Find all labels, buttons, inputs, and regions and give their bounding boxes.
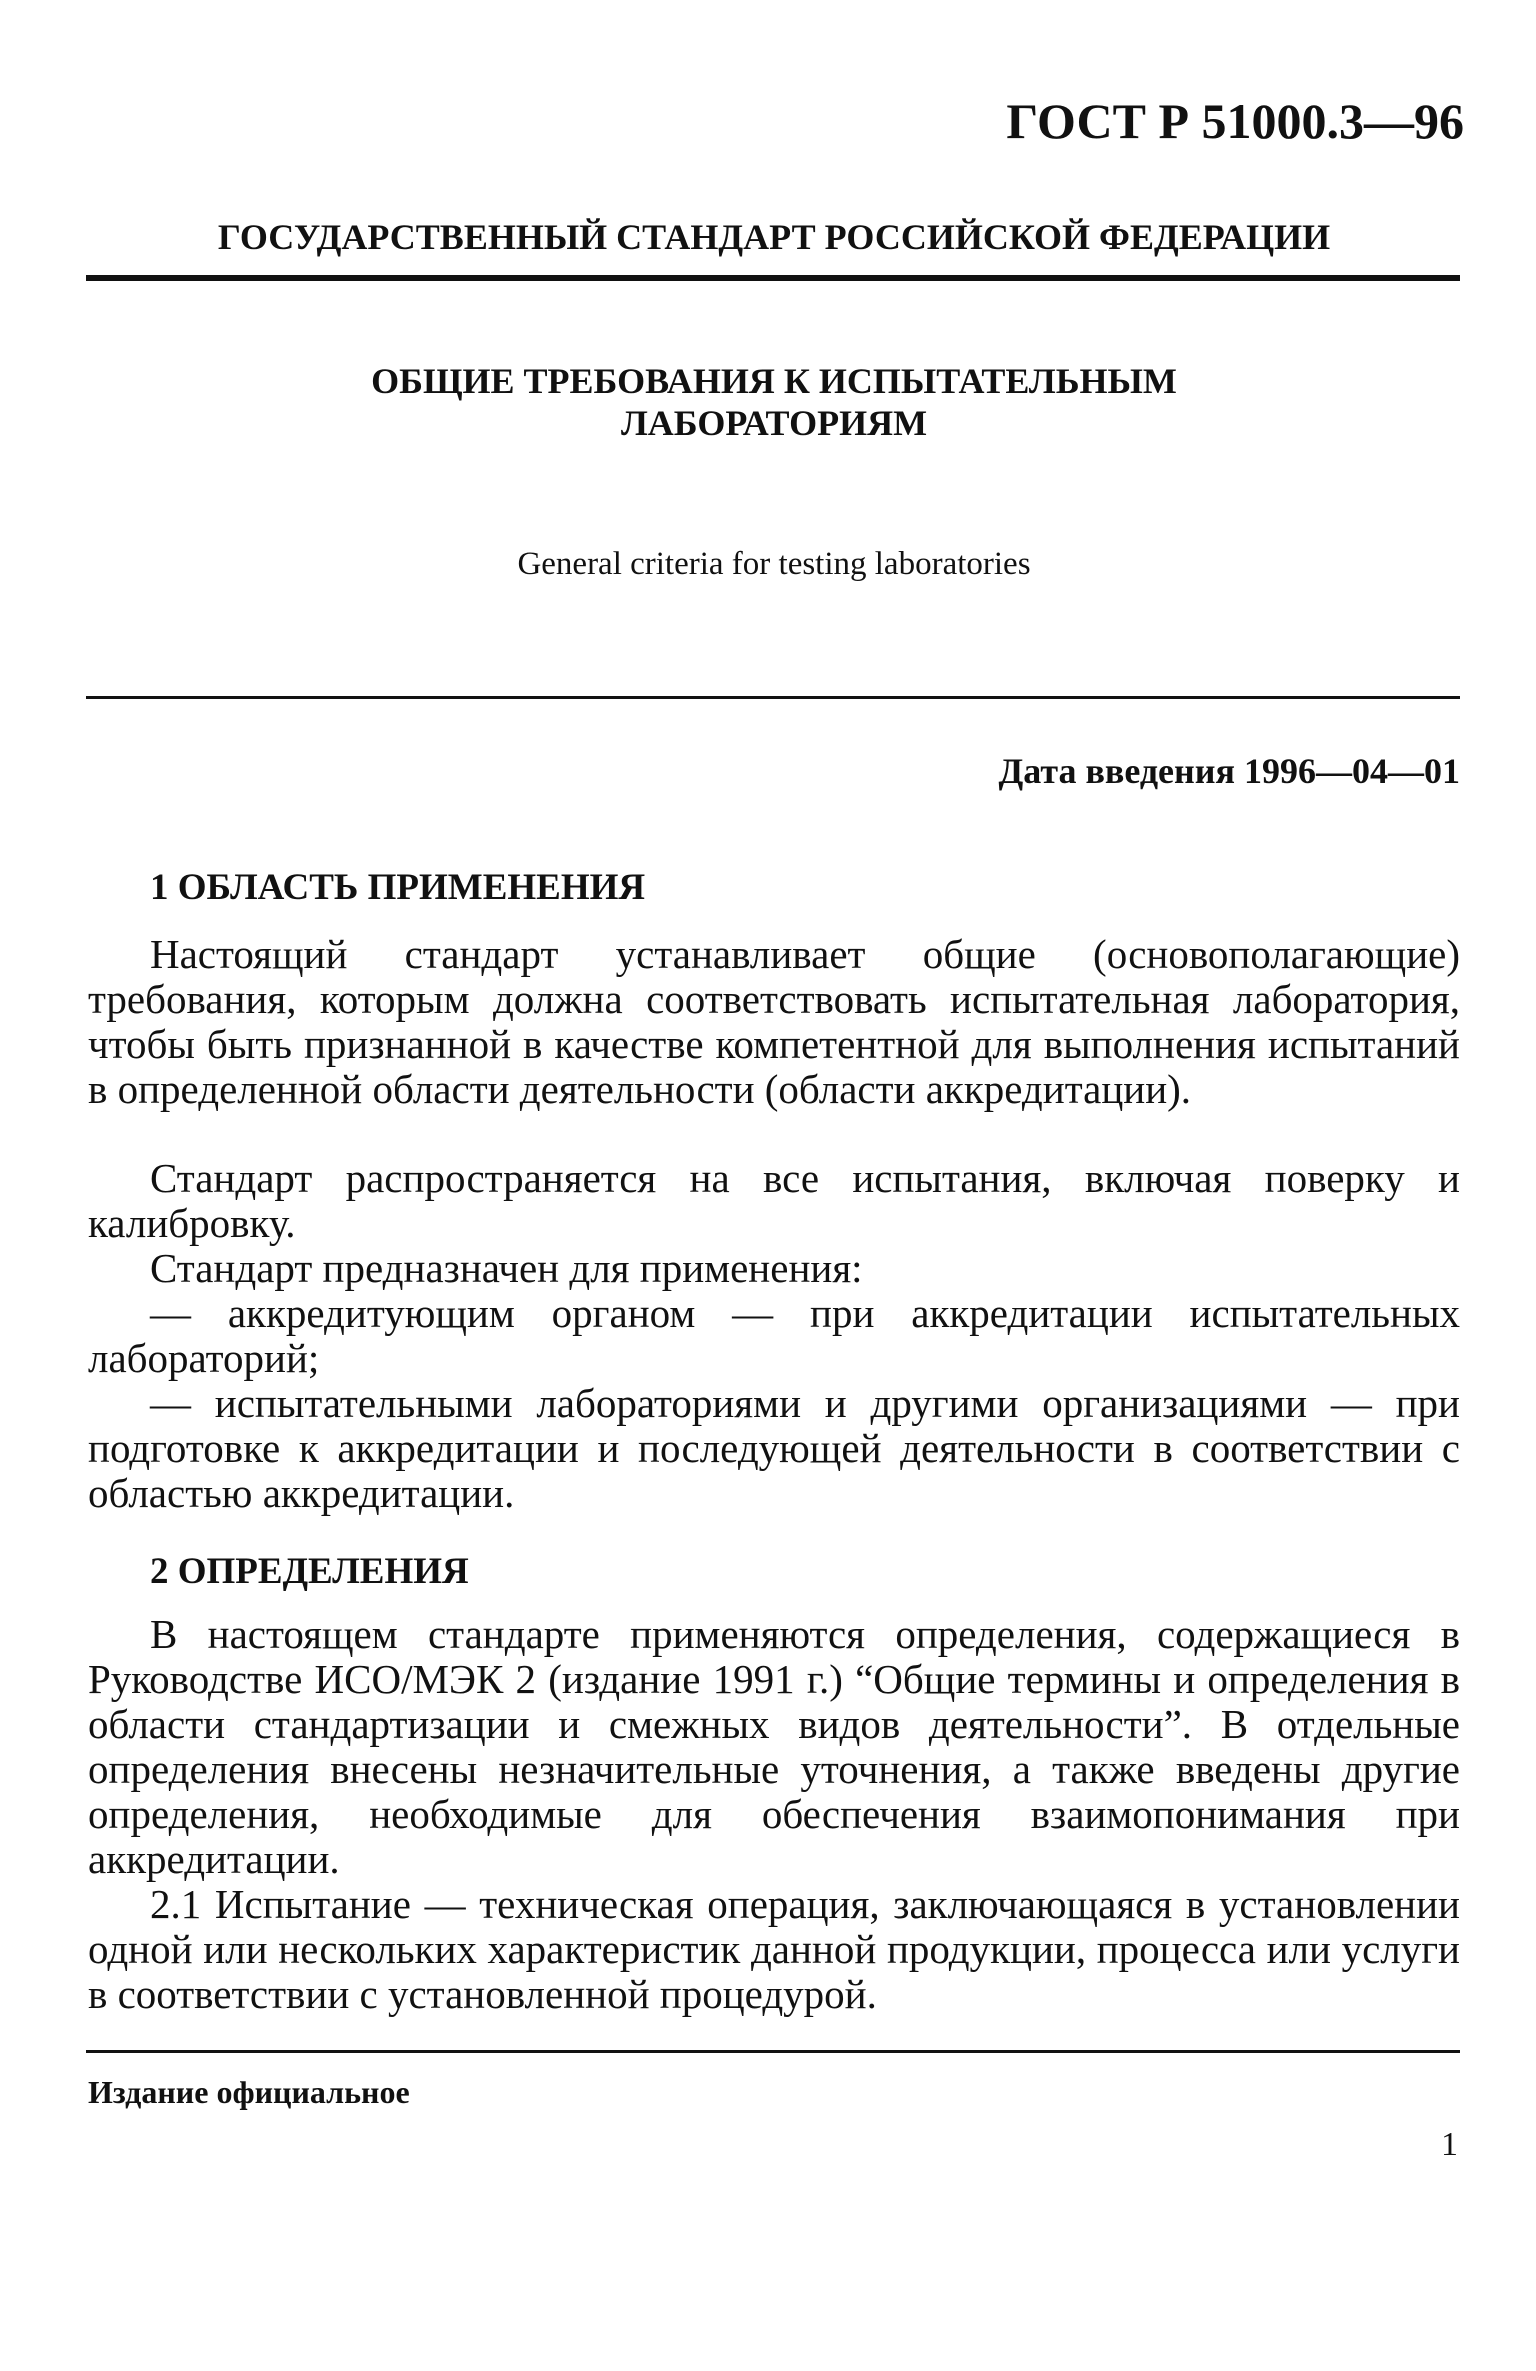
section-2-heading: 2 ОПРЕДЕЛЕНИЯ — [150, 1551, 469, 1592]
standard-authority: ГОСУДАРСТВЕННЫЙ СТАНДАРТ РОССИЙСКОЙ ФЕДЕРАЦИИ — [217, 217, 1331, 257]
footer-divider — [86, 2050, 1460, 2053]
document-title — [88, 360, 1460, 444]
section-2-paragraph-2: 2.1 Испытание — техническая операция, заключающаяся в установлении одной или нескольких характеристик данной продукции, процесса или услуги в соответствии с установленной процедурой. — [88, 1881, 1460, 2017]
section-1-paragraph-5: — испытательными лабораториями и другими организациями — при подготовке к аккредитации и последующей деятельности в соответствии с областью аккредитации. — [88, 1380, 1460, 1516]
title-line-1: ОБЩИЕ ТРЕБОВАНИЯ К ИСПЫТАТЕЛЬНЫМ — [371, 361, 1177, 401]
section-2-paragraph-1: В настоящем стандарте применяются определения, содержащиеся в Руководстве ИСО/МЭК 2 (издание 1991 г.) “Общие термины и определения в области стандартизации и смежных видов деятельности”. В отдельные определения внесены незначительные уточнения, а также введены другие определения, необходимые для обеспечения взаимопонимания при аккредитации. — [88, 1611, 1460, 1882]
page-number: 1 — [1441, 2126, 1458, 2163]
header-divider — [86, 275, 1460, 281]
edition-label: Издание официальное — [88, 2074, 410, 2110]
section-1-paragraph-4: — аккредитующим органом — при аккредитации испытательных лабораторий; — [88, 1290, 1460, 1381]
title-line-2: ЛАБОРАТОРИЯМ — [620, 403, 928, 443]
section-1-heading: 1 ОБЛАСТЬ ПРИМЕНЕНИЯ — [150, 867, 646, 908]
section-1-paragraph-2: Стандарт распространяется на все испытания, включая поверку и калибровку. — [88, 1155, 1460, 1246]
section-1-paragraph-1: Настоящий стандарт устанавливает общие (основополагающие) требования, которым должна соответствовать испытательная лаборатория, чтобы быть признанной в качестве компетентной для выполнения испытаний в определенной области деятельности (области аккредитации). — [88, 931, 1460, 1112]
standard-number: ГОСТ Р 51000.3—96 — [1006, 93, 1464, 149]
introduction-date: Дата введения 1996—04—01 — [998, 751, 1460, 791]
english-title: General criteria for testing laboratories — [517, 546, 1031, 582]
title-divider — [86, 696, 1460, 699]
section-1-paragraph-3: Стандарт предназначен для применения: — [150, 1245, 863, 1291]
